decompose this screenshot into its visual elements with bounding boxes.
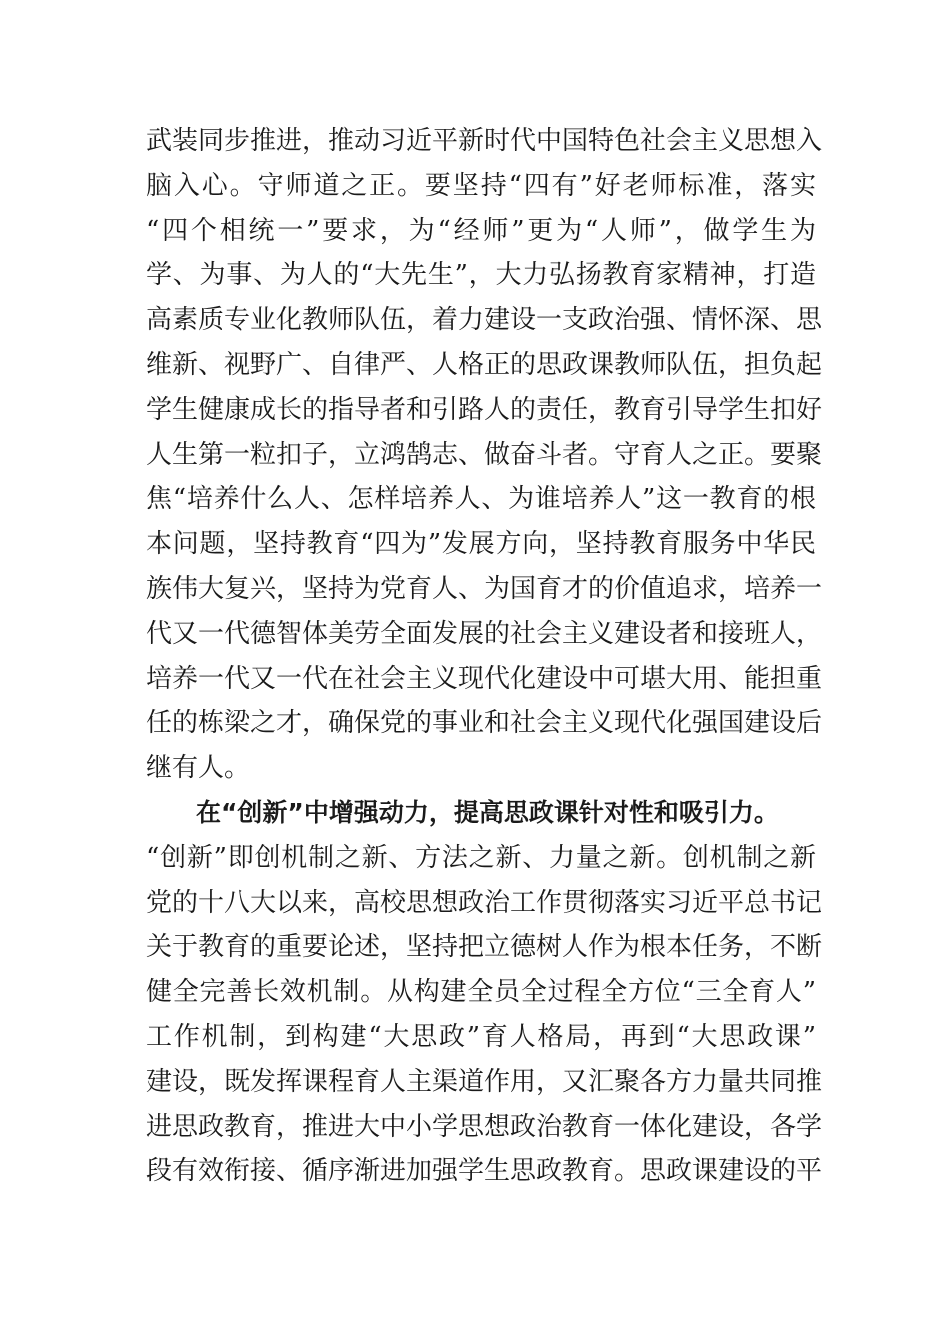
text-line: 任的栋梁之才，确保党的事业和社会主义现代化强国建设后 [146, 708, 823, 739]
text-line: 继有人。 [146, 753, 251, 784]
text-line: 焦“培养什么人、怎样培养人、为谁培养人”这一教育的根 [146, 484, 816, 515]
text-line: 族伟大复兴，坚持为党育人、为国育才的价值追求，培养一 [146, 573, 823, 604]
text-line: 武装同步推进，推动习近平新时代中国特色社会主义思想入 [146, 126, 823, 156]
text-line: 健全完善长效机制。从构建全员全过程全方位“三全育人” [146, 977, 816, 1008]
paragraph-1 [146, 119, 823, 791]
text-line: 学生健康成长的指导者和引路人的责任，教育引导学生扣好 [146, 394, 823, 425]
text-line: 进思政教育，推进大中小学思想政治教育一体化建设，各学 [146, 1111, 823, 1142]
text-line: 关于教育的重要论述，坚持把立德树人作为根本任务，不断 [146, 932, 823, 963]
section-heading: 在“创新”中增强动力，提高思政课针对性和吸引力。 [196, 797, 779, 827]
text-line: 党的十八大以来，高校思想政治工作贯彻落实习近平总书记 [146, 887, 823, 918]
text-line: 脑入心。守师道之正。要坚持“四有”好老师标准，落实 [146, 170, 816, 201]
text-line: 代又一代德智体美劳全面发展的社会主义建设者和接班人， [146, 618, 823, 649]
text-line: 工作机制，到构建“大思政”育人格局，再到“大思政课” [146, 1021, 816, 1052]
text-line: “创新”即创机制之新、方法之新、力量之新。创机制之新 [146, 842, 816, 873]
text-line: 建设，既发挥课程育人主渠道作用，又汇聚各方力量共同推 [146, 1066, 823, 1097]
text-line: 本问题，坚持教育“四为”发展方向，坚持教育服务中华民 [146, 529, 816, 560]
document-body [146, 119, 823, 1194]
text-line: 人生第一粒扣子，立鸿鹄志、做奋斗者。守育人之正。要聚 [146, 439, 823, 470]
text-line: 培养一代又一代在社会主义现代化建设中可堪大用、能担重 [146, 663, 823, 694]
text-line: 维新、视野广、自律严、人格正的思政课教师队伍，担负起 [146, 349, 823, 380]
text-line: 段有效衔接、循序渐进加强学生思政教育。思政课建设的平 [146, 1156, 823, 1187]
text-line: 学、为事、为人的“大先生”，大力弘扬教育家精神，打造 [146, 260, 816, 291]
text-line: 高素质专业化教师队伍，着力建设一支政治强、情怀深、思 [146, 305, 823, 336]
text-line: “四个相统一”要求，为“经师”更为“人师”，做学生为 [146, 215, 816, 246]
paragraph-2 [146, 836, 823, 1194]
